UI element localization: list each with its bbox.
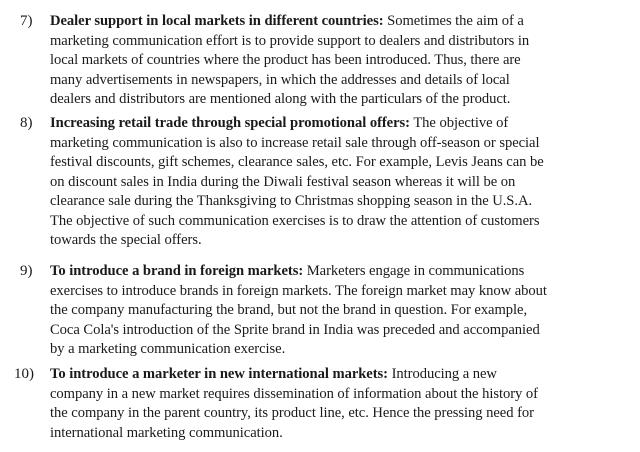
item-first-line (50, 114, 508, 133)
item-first-line (50, 12, 524, 31)
item-text: international marketing communication. (50, 424, 283, 441)
item-heading: Dealer support in local markets in different countries: (50, 13, 384, 29)
item-text: marketing communication effort is to provide support to dealers and distributors in (50, 32, 530, 49)
item-text: festival discounts, gift schemes, clearance sales, etc. For example, Levis Jeans can be (50, 154, 544, 170)
item-text: by a marketing communication exercise. (50, 341, 286, 357)
item-first-line (50, 365, 497, 384)
item-text: the company in the parent country, its product line, etc. Hence the pressing need for (50, 405, 534, 421)
item-number: 7) (20, 13, 33, 29)
item-heading: To introduce a marketer in new international markets: (50, 366, 388, 382)
item-number: 8) (20, 115, 33, 131)
item-text: local markets of countries where the product has been introduced. Thus, there are (50, 52, 521, 68)
item-text: clearance sale during the Thanksgiving to Christmas shopping season in the U.S.A. (50, 193, 533, 209)
item-text: the company manufacturing the brand, but not the brand in question. For example, (50, 302, 528, 318)
item-heading: Increasing retail trade through special promotional offers: (50, 115, 410, 131)
item-text: dealers and distributors are mentioned along with the particulars of the product. (50, 91, 511, 107)
item-text: many advertisements in newspapers, in which the addresses and details of local (50, 71, 510, 88)
item-text: on discount sales in India during the Diwali festival season whereas it will be on (50, 173, 516, 190)
item-text: Marketers engage in communications (303, 263, 525, 279)
item-first-line (50, 262, 524, 281)
item-text: The objective of (409, 115, 509, 131)
item-text: Coca Cola's introduction of the Sprite brand in India was preceded and accompanied (50, 321, 540, 338)
item-heading: To introduce a brand in foreign markets: (50, 263, 304, 279)
item-text: marketing communication is also to increase retail sale through off-season or special (50, 134, 540, 151)
item-text: The objective of such communication exercises is to draw the attention of customers (50, 212, 540, 229)
item-text: Introducing a new (388, 366, 497, 382)
item-text: towards the special offers. (50, 232, 202, 248)
item-number: 9) (20, 263, 33, 279)
item-text: Sometimes the aim of a (383, 13, 524, 29)
item-text: exercises to introduce brands in foreign markets. The foreign market may know about (50, 282, 547, 299)
item-number: 10) (14, 366, 34, 382)
item-text: company in a new market requires dissemination of information about the history of (50, 385, 538, 402)
